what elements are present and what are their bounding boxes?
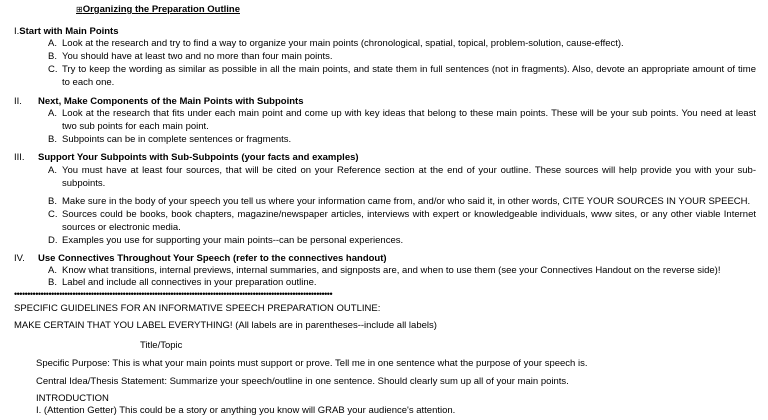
item-letter: B. xyxy=(48,134,57,145)
item-letter: B. xyxy=(48,277,57,288)
item-letter: A. xyxy=(48,265,57,276)
list-item xyxy=(48,265,756,278)
item-text: Look at the research and try to find a way to organize your main points (chronological, spatial, topical, problem-solution, cause-effect). xyxy=(62,38,624,49)
section-4-heading xyxy=(14,253,387,266)
item-letter: B. xyxy=(48,51,57,62)
item-letter: A. xyxy=(48,108,57,119)
section-title: Next, Make Components of the Main Points with Subpoints xyxy=(38,96,304,107)
label-note: MAKE CERTAIN THAT YOU LABEL EVERYTHING! (All labels are in parentheses--include all labels) xyxy=(14,320,437,331)
list-item xyxy=(48,134,756,147)
document-title xyxy=(76,4,240,17)
list-item xyxy=(48,196,756,209)
item-text: Try to keep the wording as similar as possible in all the main points, and state them in full sentences (not in fragments). Also, devote an appropriate amount of time to each one. xyxy=(62,64,756,88)
section-number: II. xyxy=(14,96,22,107)
dotted-divider: •••••••••••••••••••••••••••••••••••••••••••••••••••••••••••••••••••••••••••••••••••••••••••••••••••••••••••••••••••••••• xyxy=(14,289,333,299)
section-title: Support Your Subpoints with Sub-Subpoints (your facts and examples) xyxy=(38,152,359,163)
item-text: Look at the research that fits under each main point and come up with key ideas that belong to these main points. These will be your sub points. You need at least two sub points for each main point. xyxy=(62,108,756,132)
section-3-heading xyxy=(14,152,359,165)
guidelines-heading: SPECIFIC GUIDELINES FOR AN INFORMATIVE SPEECH PREPARATION OUTLINE: xyxy=(14,303,381,314)
item-text: Know what transitions, internal previews, internal summaries, and signposts are, and when to use them (see your Connectives Handout on the reverse side)! xyxy=(62,265,721,276)
item-letter: A. xyxy=(48,165,57,176)
title-topic-label: Title/Topic xyxy=(140,340,183,351)
section-number: IV. xyxy=(14,253,25,264)
central-idea: Central Idea/Thesis Statement: Summarize your speech/outline in one sentence. Should clearly sum up all of your main points. xyxy=(36,376,569,387)
item-text: Make sure in the body of your speech you tell us where your information came from, and/or who said it, in other words, CITE YOUR SOURCES IN YOUR SPEECH. xyxy=(62,196,751,207)
title-marker: ⊞ xyxy=(76,5,83,14)
list-item xyxy=(48,108,756,133)
section-number: III. xyxy=(14,152,25,163)
list-item xyxy=(48,165,756,190)
section-title: Use Connectives Throughout Your Speech (refer to the connectives handout) xyxy=(38,253,387,264)
item-letter: C. xyxy=(48,64,58,75)
item-text: You should have at least two and no more than four main points. xyxy=(62,51,333,62)
section-2-heading xyxy=(14,96,303,109)
item-letter: C. xyxy=(48,209,58,220)
item-text: You must have at least four sources, that will be cited on your Reference section at the end of your outline. These sources will help provide you with your sub-subpoints. xyxy=(62,165,756,189)
item-text: Label and include all connectives in your preparation outline. xyxy=(62,277,317,288)
item-text: Sources could be books, book chapters, magazine/newspaper articles, interviews with expert or knowledgeable individuals, www sites, or any other viable Internet sources or electronic media. xyxy=(62,209,756,233)
list-item xyxy=(48,51,756,64)
section-number: I. xyxy=(14,26,20,37)
section-1-heading xyxy=(14,26,119,39)
introduction-heading: INTRODUCTION xyxy=(36,393,109,404)
item-letter: A. xyxy=(48,38,57,49)
list-item xyxy=(48,64,756,89)
item-text: Examples you use for supporting your main points--can be personal experiences. xyxy=(62,235,404,246)
list-item xyxy=(48,209,756,234)
item-letter: D. xyxy=(48,235,58,246)
title-text: Organizing the Preparation Outline xyxy=(82,4,240,15)
specific-purpose: Specific Purpose: This is what your main points must support or prove. Tell me in one sentence what the purpose of your speech is. xyxy=(36,358,588,369)
list-item xyxy=(48,235,756,248)
item-text: Subpoints can be in complete sentences or fragments. xyxy=(62,134,292,145)
item-letter: B. xyxy=(48,196,57,207)
list-item xyxy=(48,38,756,51)
attention-getter: I. (Attention Getter) This could be a story or anything you know will GRAB your audience's attention. xyxy=(36,405,456,416)
section-title: Start with Main Points xyxy=(19,26,119,37)
